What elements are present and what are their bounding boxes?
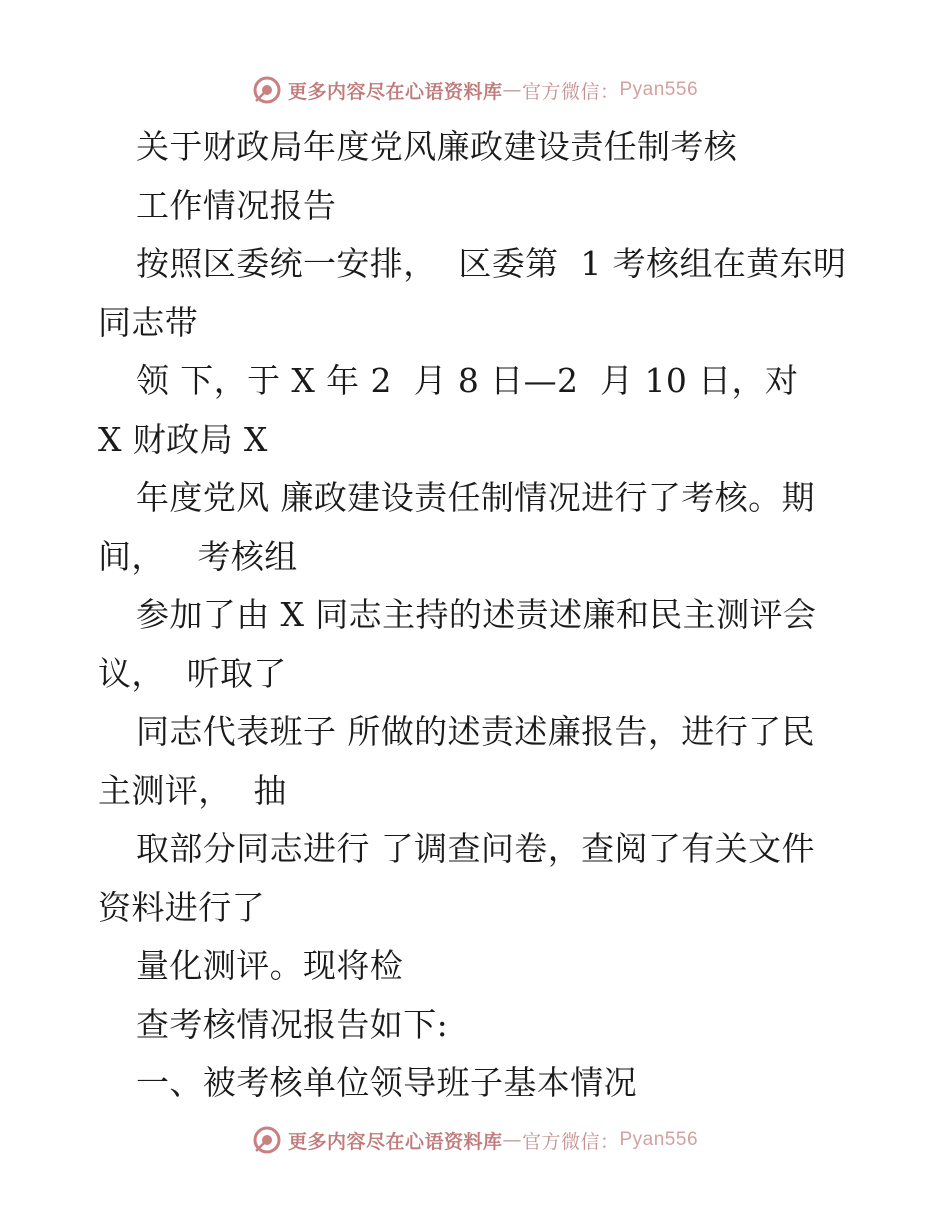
text-line: 量化测评。现将检: [136, 946, 404, 985]
doc-title-line-1: 关于财政局年度党风廉政建设责任制考核: [136, 127, 738, 166]
text-line: 间， 考核组: [98, 536, 298, 576]
text-line: 取部分同志进行 了调查问卷，查阅了有关文件: [136, 829, 815, 868]
text-line: 议， 听取了: [98, 653, 287, 693]
logo-icon: [252, 75, 282, 105]
text-line: 年度党风 廉政建设责任制情况进行了考核。期: [136, 478, 815, 517]
watermark-contact-label: 官方微信：: [521, 1130, 620, 1153]
text-line: 查考核情况报告如下:: [136, 1004, 449, 1044]
watermark-separator: —: [502, 79, 522, 101]
text-line: 按照区委统一安排， 区委第 1 考核组在黄东明: [136, 244, 847, 283]
text-line: 资料进行了: [98, 887, 265, 927]
text-line: 同志代表班子 所做的述责述廉报告，进行了民: [136, 712, 815, 751]
section-heading: 一、被考核单位领导班子基本情况: [136, 1063, 637, 1102]
watermark-footer: [0, 1120, 950, 1160]
watermark-contact-label: 官方微信：: [521, 80, 620, 103]
watermark-site: 更多内容尽在心语资料库: [287, 1130, 503, 1153]
text-line: X 财政局 X: [98, 419, 268, 459]
logo-icon: [252, 1125, 282, 1155]
text-line: 领 下，于 X 年 2 月 8 日—2 月 10 日，对: [136, 361, 799, 400]
watermark-separator: —: [502, 1129, 522, 1151]
watermark-header: [0, 70, 950, 110]
watermark-site: 更多内容尽在心语资料库: [287, 80, 503, 103]
watermark-contact-id: Pyan556: [619, 1129, 699, 1150]
watermark-contact-id: Pyan556: [619, 79, 699, 100]
doc-title-line-2: 工作情况报告: [136, 185, 337, 225]
text-line: 主测评， 抽: [98, 770, 287, 810]
text-line: 同志带: [98, 302, 199, 342]
document-body: [98, 118, 858, 1113]
text-line: 参加了由 X 同志主持的述责述廉和民主测评会: [136, 595, 817, 634]
